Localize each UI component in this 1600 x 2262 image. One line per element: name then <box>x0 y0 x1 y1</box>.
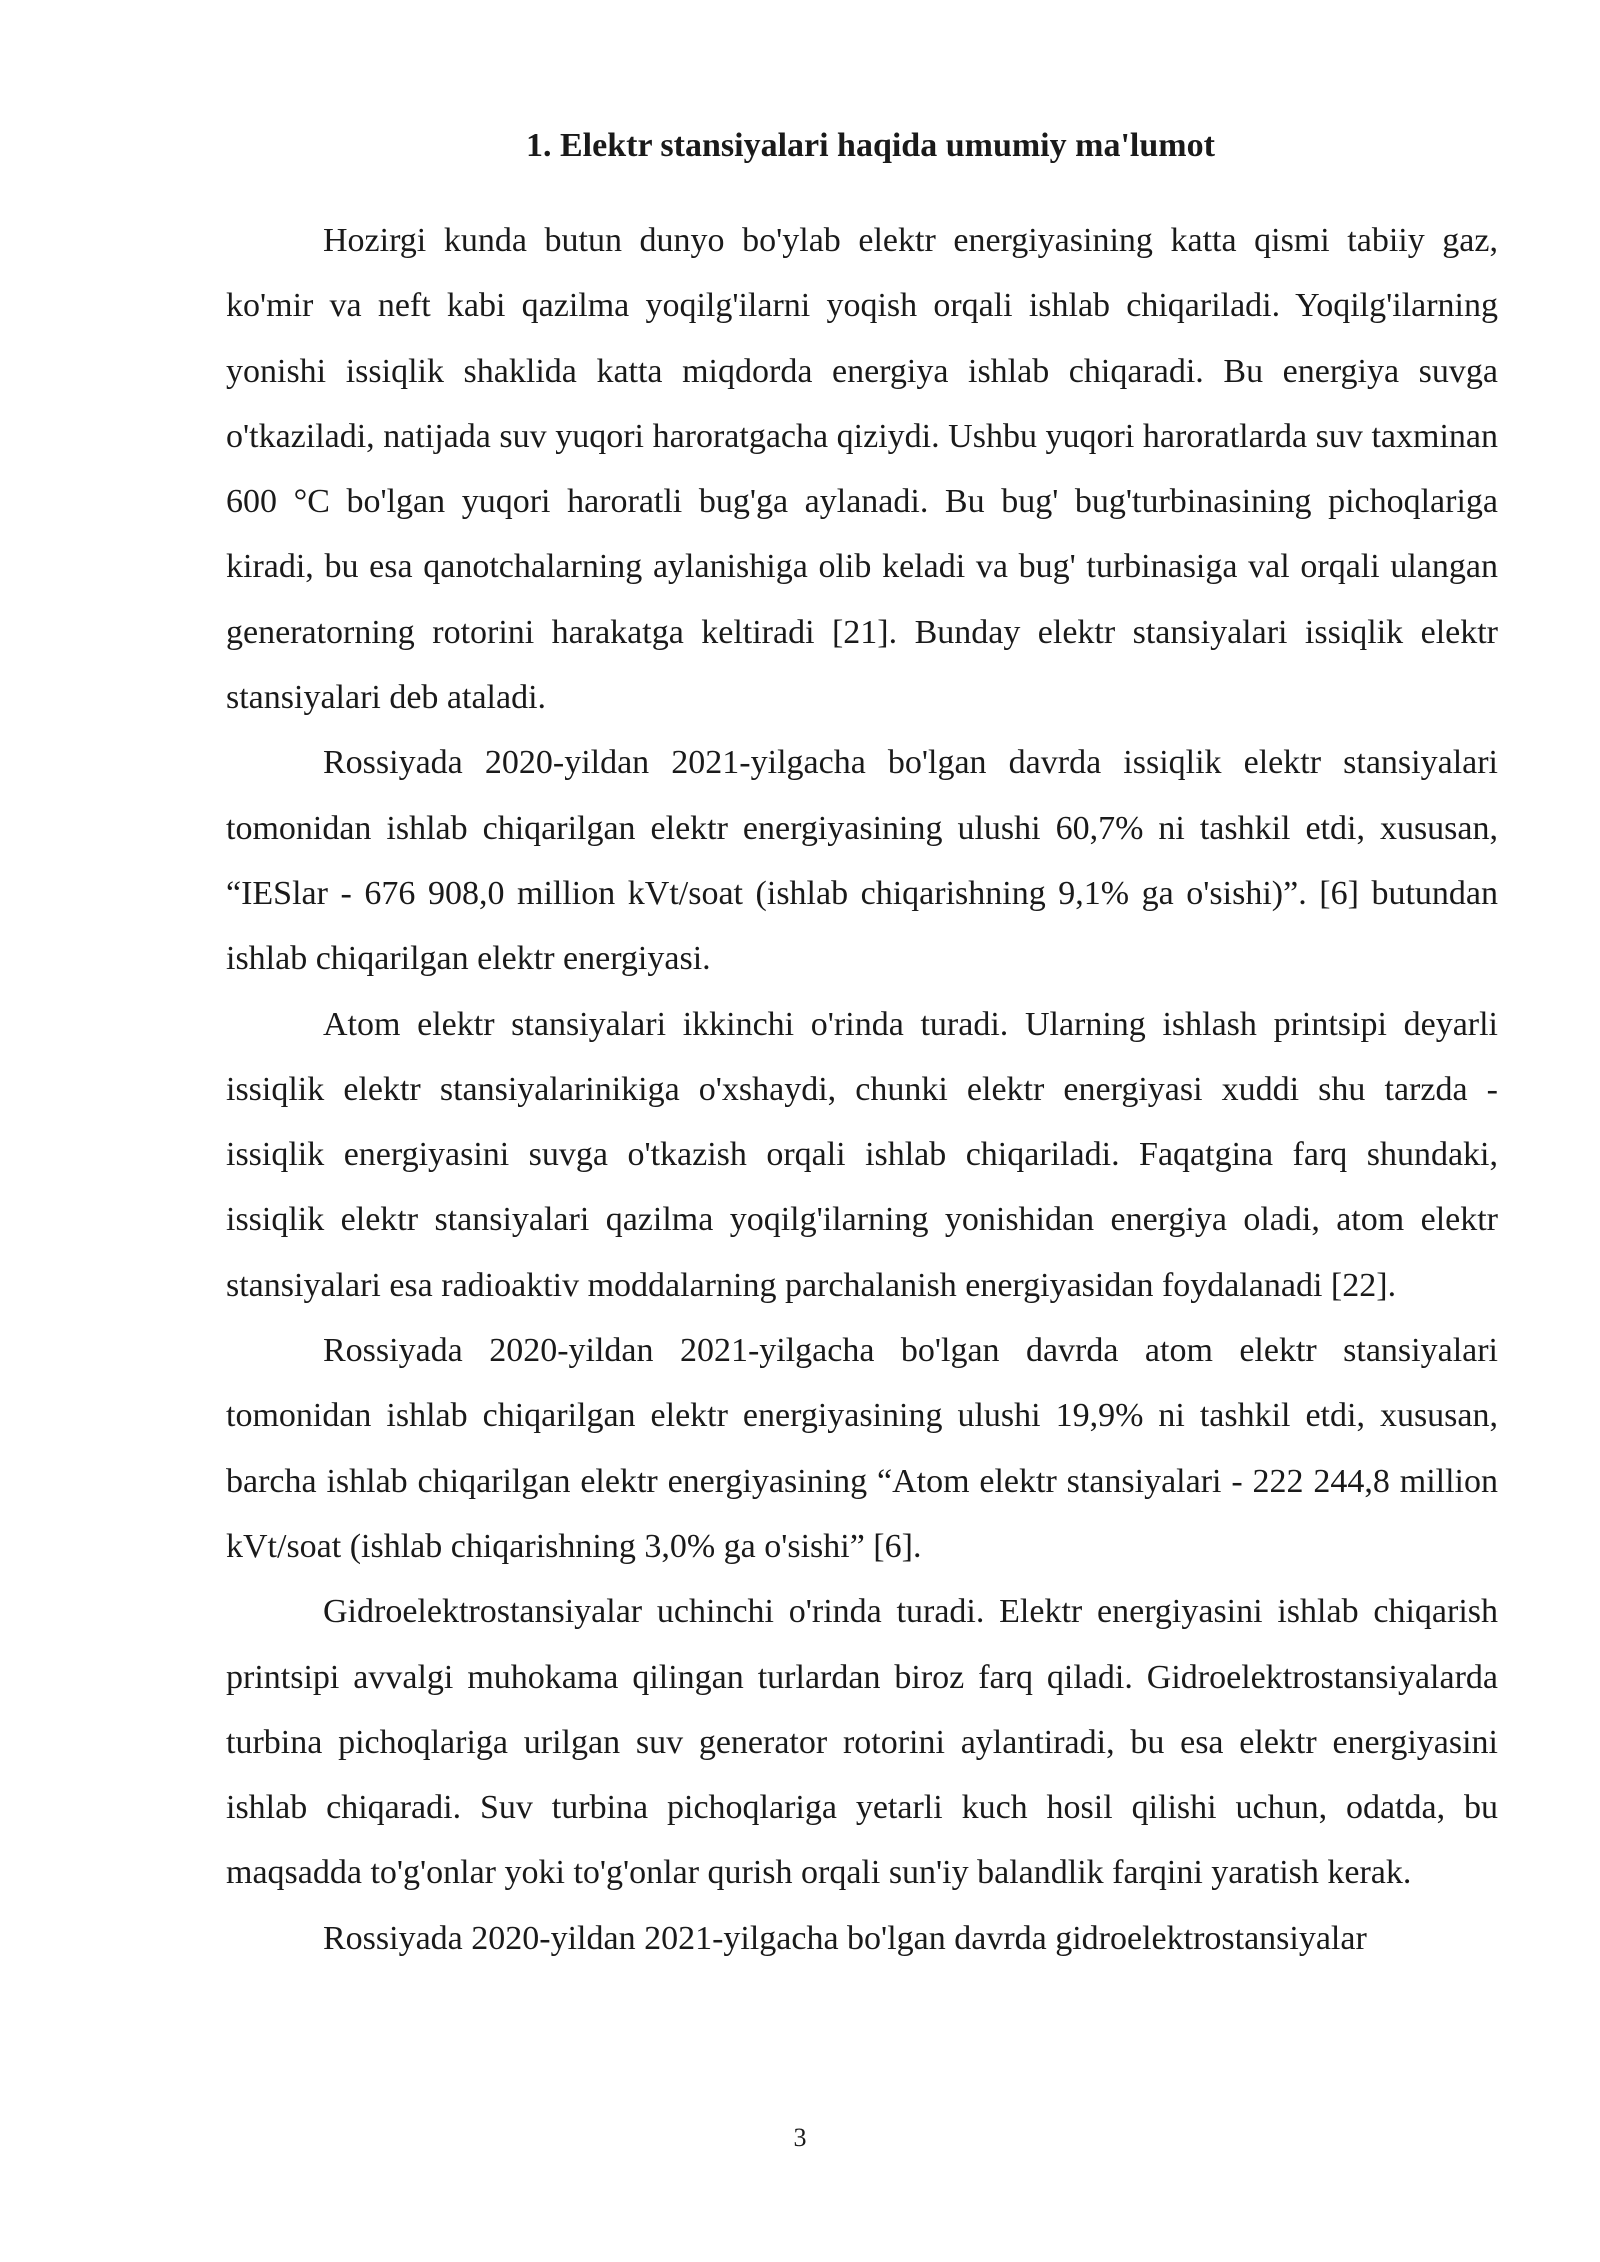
paragraph-nuclear-plants: Atom elektr stansiyalari ikkinchi o'rinda turadi. Ularning ishlash printsipi deyarli issiqlik elektr stansiyalarinikiga o'xshaydi, chunki elektr energiyasi xuddi shu tarzda - issiqlik energiyasini suvga o'tkazish orqali ishlab chiqariladi. Faqatgina farq shundaki, issiqlik elektr stansiyalari qazilma yoqilg'ilarning yonishidan energiya oladi, atom elektr stansiyalari esa radioaktiv moddalarning parchalanish energiyasidan foydalanadi [22]. <box>226 1005 1498 1304</box>
paragraph-thermal-share: Rossiyada 2020-yildan 2021-yilgacha bo'lgan davrda issiqlik elektr stansiyalari tomonidan ishlab chiqarilgan elektr energiyasining ulushi 60,7% ni tashkil etdi, xususan, “IESlar - 676 908,0 million kVt/soat (ishlab chiqarishning 9,1% ga o'sishi)”. [6] butundan ishlab chiqarilgan elektr energiyasi. <box>226 744 1498 978</box>
paragraph-nuclear-share: Rossiyada 2020-yildan 2021-yilgacha bo'lgan davrda atom elektr stansiyalari tomonidan ishlab chiqarilgan elektr energiyasining ulushi 19,9% ni tashkil etdi, xususan, barcha ishlab chiqarilgan elektr energiyasining “Atom elektr stansiyalari - 222 244,8 million kVt/soat (ishlab chiqarishning 3,0% ga o'sishi” [6]. <box>226 1332 1498 1565</box>
page-number: 3 <box>793 2123 807 2152</box>
paragraph-hydro-share: Rossiyada 2020-yildan 2021-yilgacha bo'lgan davrda gidroelektrostansiyalar <box>323 1919 1367 1957</box>
document-page <box>226 118 1498 1971</box>
paragraph-hydro-plants: Gidroelektrostansiyalar uchinchi o'rinda turadi. Elektr energiyasini ishlab chiqarish printsipi avvalgi muhokama qilingan turlardan biroz farq qiladi. Gidroelektrostansiyalarda turbina pichoqlariga urilgan suv generator rotorini aylantiradi, bu esa elektr energiyasini ishlab chiqaradi. Suv turbina pichoqlariga yetarli kuch hosil qilishi uchun, odatda, bu maqsadda to'g'onlar yoki to'g'onlar qurish orqali sun'iy balandlik farqini yaratish kerak. <box>226 1593 1498 1892</box>
paragraph-thermal-plants: Hozirgi kunda butun dunyo bo'ylab elektr energiyasining katta qismi tabiiy gaz, ko'mir va neft kabi qazilma yoqilg'ilarni yoqish orqali ishlab chiqariladi. Yoqilg'ilarning yonishi issiqlik shaklida katta miqdorda energiya ishlab chiqaradi. Bu energiya suvga o'tkaziladi, natijada suv yuqori haroratgacha qiziydi. Ushbu yuqori haroratlarda suv taxminan 600 °C bo'lgan yuqori haroratli bug'ga aylanadi. Bu bug' bug'turbinasining pichoqlariga kiradi, bu esa qanotchalarning aylanishiga olib keladi va bug' turbinasiga val orqali ulangan generatorning rotorini harakatga keltiradi [21]. Bunday elektr stansiyalari issiqlik elektr stansiyalari deb ataladi. <box>226 222 1498 717</box>
section-heading: 1. Elektr stansiyalari haqida umumiy ma'lumot <box>526 127 1215 164</box>
